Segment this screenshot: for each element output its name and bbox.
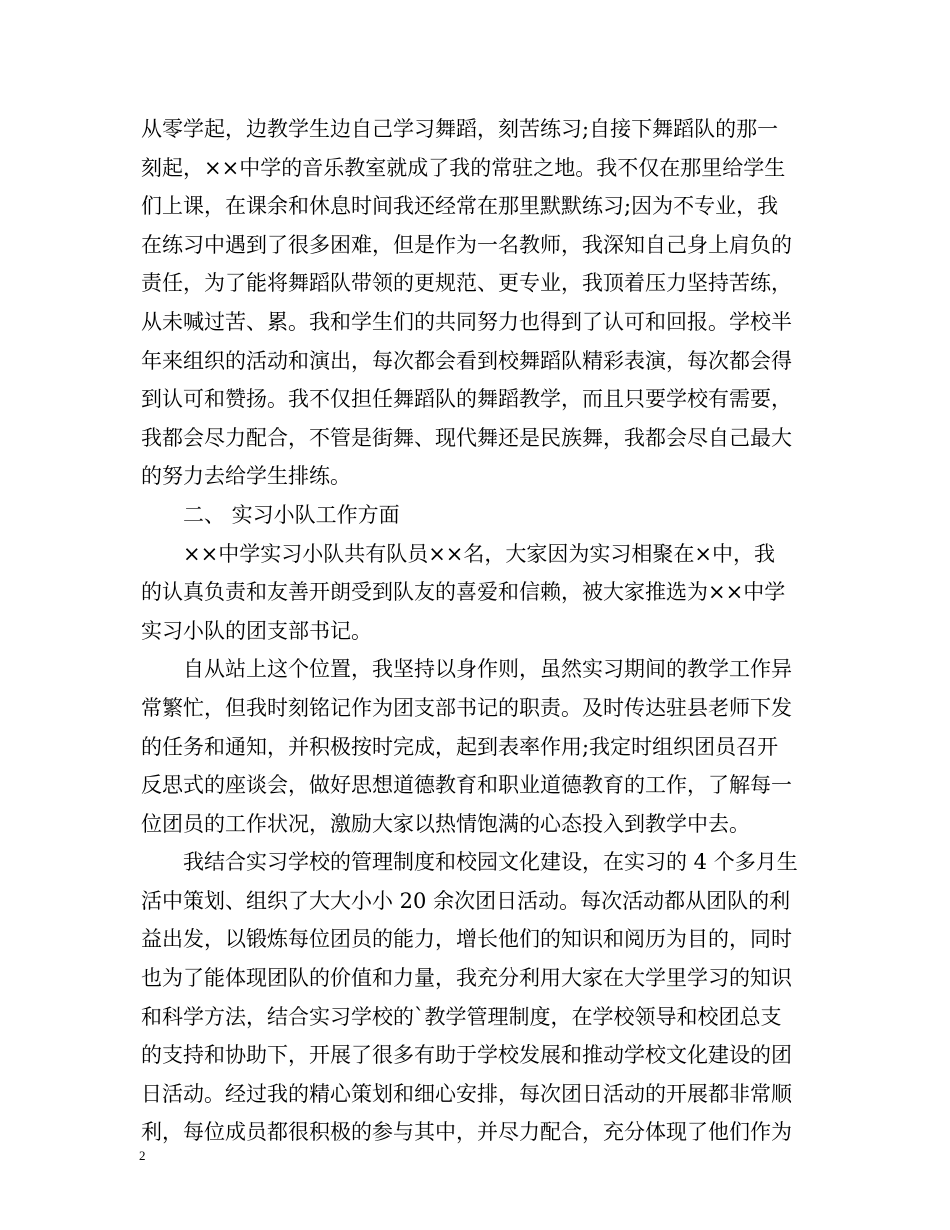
- text-line: 在练习中遇到了很多困难，但是作为一名教师，我深知自己身上肩负的: [141, 232, 792, 257]
- text-line: 的认真负责和友善开朗受到队友的喜爱和信赖，被大家推选为××中学: [141, 580, 786, 605]
- text-line: 我结合实习学校的管理制度和校园文化建设，在实习的 4 个多月生: [183, 850, 798, 875]
- text-line: 利，每位成员都很积极的参与其中，并尽力配合，充分体现了他们作为: [141, 1120, 792, 1145]
- text-line: 实习小队的团支部书记。: [141, 618, 372, 643]
- text-line: 年来组织的活动和演出，每次都会看到校舞蹈队精彩表演，每次都会得: [141, 348, 792, 373]
- text-line: 责任，为了能将舞蹈队带领的更规范、更专业，我顶着压力坚持苦练，: [141, 271, 792, 296]
- text-line: 从零学起，边教学生边自己学习舞蹈，刻苦练习;自接下舞蹈队的那一: [141, 117, 779, 141]
- text-line: 我都会尽力配合，不管是街舞、现代舞还是民族舞，我都会尽自己最大: [141, 425, 792, 450]
- text-line: 的努力去给学生排练。: [141, 464, 351, 489]
- text-line: 日活动。经过我的精心策划和细心安排，每次团日活动的开展都非常顺: [141, 1081, 792, 1106]
- text-line: 到认可和赞扬。我不仅担任舞蹈队的舞蹈教学，而且只要学校有需要，: [141, 387, 792, 412]
- text-line: 从未喊过苦、累。我和学生们的共同努力也得到了认可和回报。学校半: [141, 309, 792, 334]
- text-line: ××中学实习小队共有队员××名，大家因为实习相聚在×中，我: [183, 541, 775, 566]
- text-line: 反思式的座谈会，做好思想道德教育和职业道德教育的工作，了解每一: [141, 773, 792, 798]
- text-line: 常繁忙，但我时刻铭记作为团支部书记的职责。及时传达驻县老师下发: [141, 695, 792, 720]
- text-line: 和科学方法，结合实习学校的`教学管理制度，在学校领导和校团总支: [141, 1004, 782, 1029]
- text-line: 自从站上这个位置，我坚持以身作则，虽然实习期间的教学工作异: [183, 657, 792, 682]
- text-line: 刻起，××中学的音乐教室就成了我的常驻之地。我不仅在那里给学生: [141, 155, 786, 180]
- text-line: 的支持和协助下，开展了很多有助于学校发展和推动学校文化建设的团: [141, 1043, 792, 1068]
- page-number: 2: [139, 1148, 146, 1163]
- text-line: 们上课，在课余和休息时间我还经常在那里默默练习;因为不专业，我: [141, 194, 779, 219]
- text-line: 的任务和通知，并积极按时完成，起到表率作用;我定时组织团员召开: [141, 734, 779, 759]
- text-line: 活中策划、组织了大大小小 20 余次团日活动。每次活动都从团队的利: [141, 888, 791, 913]
- text-line: 益出发，以锻炼每位团员的能力，增长他们的知识和阅历为目的，同时: [141, 927, 792, 952]
- body-text: [141, 110, 821, 1152]
- section-heading: 二、 实习小队工作方面: [183, 502, 400, 527]
- text-line: 位团员的工作状况，激励大家以热情饱满的心态投入到教学中去。: [141, 811, 750, 836]
- text-line: 也为了能体现团队的价值和力量，我充分利用大家在大学里学习的知识: [141, 966, 792, 991]
